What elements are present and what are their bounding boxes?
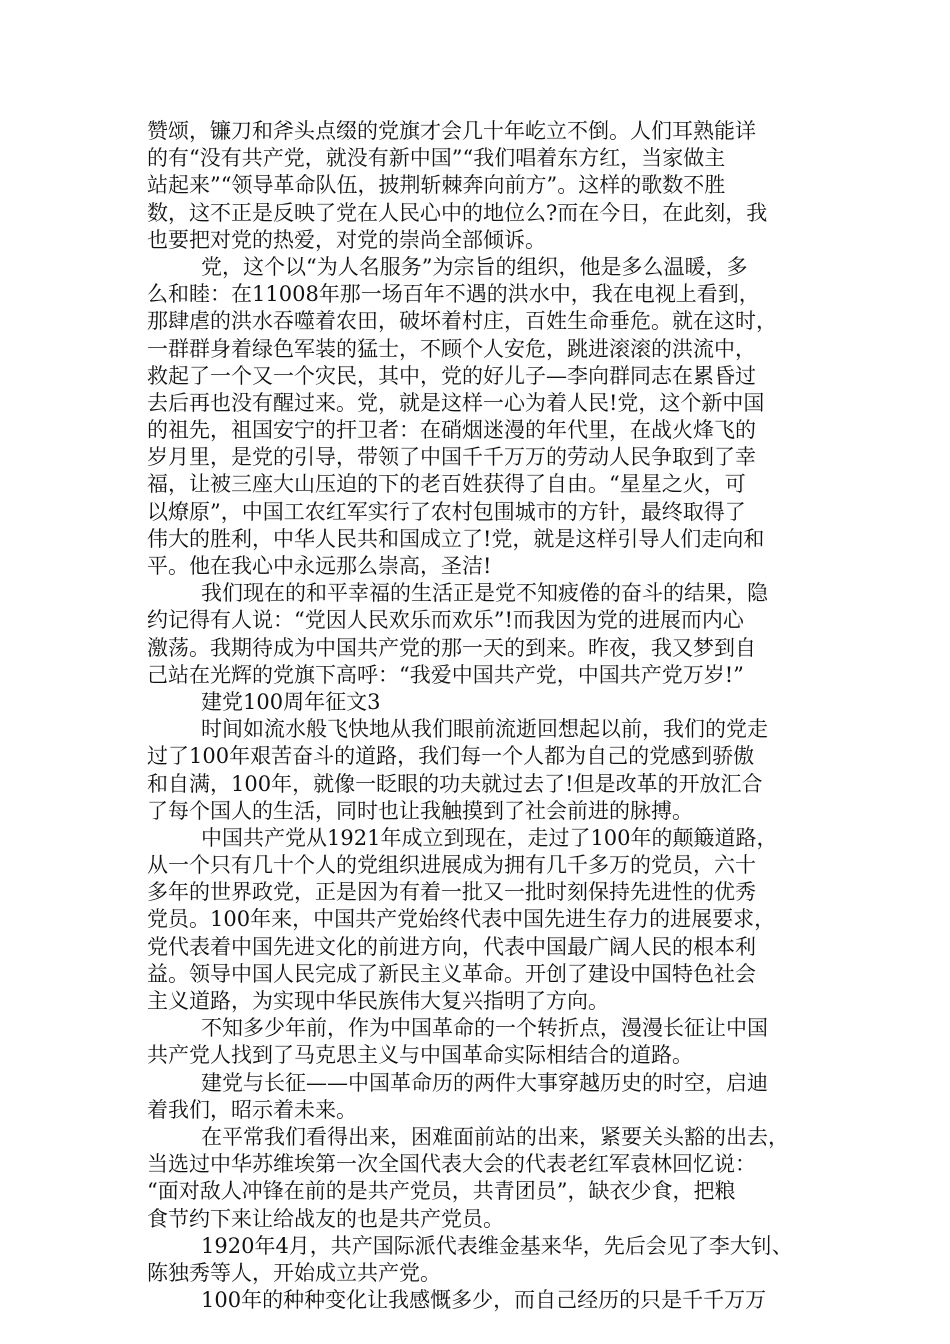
paragraph <box>147 1124 807 1233</box>
text-line: 建党与长征——中国革命历的两件大事穿越历史的时空，启迪 <box>201 1070 768 1095</box>
text-line: 当选过中华苏维埃第一次全国代表大会的代表老红军袁林回忆说： <box>147 1152 756 1177</box>
text-line: 赞颂，镰刀和斧头点缀的党旗才会几十年屹立不倒。人们耳熟能详 <box>147 119 756 143</box>
text-line: 共产党人找到了马克思主义与中国革命实际相结合的道路。 <box>147 1043 693 1068</box>
text-line: 100年的种种变化让我感慨多少，而自己经历的只是千千万万 <box>201 1288 767 1313</box>
text-line: 数，这不正是反映了党在人民心中的地位么?而在今日，在此刻，我 <box>147 200 768 225</box>
text-line: 平。他在我心中永远那么崇高，圣洁! <box>147 554 492 578</box>
text-line: 的有“没有共产党，就没有新中国”“我们唱着东方红，当家做主 <box>147 146 726 171</box>
text-line: 的祖先，祖国安宁的扞卫者：在硝烟迷漫的年代里，在战火烽飞的 <box>147 418 756 443</box>
text-line: 党员。100年来，中国共产党始终代表中国先进生存力的进展要求， <box>147 907 776 932</box>
text-line: 站起来”“领导革命队伍，披荆斩棘奔向前方”。这样的歌数不胜 <box>147 173 726 198</box>
paragraph <box>147 1070 807 1124</box>
paragraph <box>147 689 807 716</box>
paragraph <box>147 716 807 825</box>
text-line: 从一个只有几十个人的党组织进展成为拥有几千多万的党员，六十 <box>147 853 756 878</box>
text-line: 时间如流水般飞快地从我们眼前流逝回想起以前，我们的党走 <box>201 717 768 742</box>
text-line: 着我们，昭示着未来。 <box>147 1097 357 1122</box>
text-line: 党，这个以“为人名服务”为宗旨的组织，他是多么温暖，多 <box>201 254 748 279</box>
paragraph <box>147 254 807 580</box>
text-line: 以燎原”，中国工农红军实行了农村包围城市的方针，最终取得了 <box>147 499 746 524</box>
paragraph <box>147 825 807 1015</box>
text-line: 主义道路，为实现中华民族伟大复兴指明了方向。 <box>147 989 609 1013</box>
text-line: 不知多少年前，作为中国革命的一个转折点，漫漫长征让中国 <box>201 1016 768 1041</box>
text-line: 约记得有人说：“党因人民欢乐而欢乐”!而我因为党的进展而内心 <box>147 608 744 633</box>
text-line: 激荡。我期待成为中国共产党的那一天的到来。昨夜，我又梦到自 <box>147 635 756 660</box>
paragraph <box>147 118 807 254</box>
text-line: 一群群身着绿色军装的猛士，不顾个人安危，跳进滚滚的洪流中， <box>147 336 756 361</box>
paragraph <box>147 1015 807 1069</box>
text-line: 了每个国人的生活，同时也让我触摸到了社会前进的脉搏。 <box>147 798 693 823</box>
text-line: 也要把对党的热爱，对党的崇尚全部倾诉。 <box>147 227 546 252</box>
text-line: 党代表着中国先进文化的前进方向，代表中国最广阔人民的根本利 <box>147 934 756 959</box>
text-line: 陈独秀等人，开始成立共产党。 <box>147 1260 441 1285</box>
paragraph <box>147 580 807 689</box>
text-line: 中国共产党从1921年成立到现在，走过了100年的颠簸道路， <box>201 825 778 850</box>
text-line: 1920年4月，共产国际派代表维金基来华，先后会见了李大钊、 <box>201 1233 793 1258</box>
text-line: 岁月里，是党的引导，带领了中国千千万万的劳动人民争取到了幸 <box>147 445 756 470</box>
text-line: 益。领导中国人民完成了新民主义革命。开创了建设中国特色社会 <box>147 961 756 986</box>
text-line: 福，让被三座大山压迫的下的老百姓获得了自由。“星星之火，可 <box>147 472 746 497</box>
text-line: 在平常我们看得出来，困难面前站的出来，紧要关头豁的出去， <box>201 1124 789 1149</box>
paragraph <box>147 1233 807 1287</box>
text-line: 过了100年艰苦奋斗的道路，我们每一个人都为自己的党感到骄傲 <box>147 744 755 769</box>
text-line: “面对敌人冲锋在前的是共产党员，共青团员”，缺衣少食，把粮 <box>147 1179 736 1204</box>
paragraph <box>147 1287 807 1314</box>
text-line: 我们现在的和平幸福的生活正是党不知疲倦的奋斗的结果，隐 <box>201 581 768 606</box>
text-line: 那肆虐的洪水吞噬着农田，破坏着村庄，百姓生命垂危。就在这时， <box>147 309 777 334</box>
text-line: 食节约下来让给战友的也是共产党员。 <box>147 1206 504 1231</box>
text-line: 伟大的胜利，中华人民共和国成立了!党，就是这样引导人们走向和 <box>147 526 765 551</box>
text-line: 己站在光辉的党旗下高呼：“我爱中国共产党，中国共产党万岁!” <box>147 662 744 687</box>
text-line: 和自满，100年，就像一眨眼的功夫就过去了!但是改革的开放汇合 <box>147 771 763 796</box>
text-line: 建党100周年征文3 <box>201 689 381 714</box>
text-line: 救起了一个又一个灾民，其中，党的好儿子—李向群同志在累昏过 <box>147 363 756 388</box>
text-line: 么和睦：在11008年那一场百年不遇的洪水中，我在电视上看到， <box>147 282 760 307</box>
text-line: 多年的世界政党，正是因为有着一批又一批时刻保持先进性的优秀 <box>147 880 756 905</box>
text-line: 去后再也没有醒过来。党，就是这样一心为着人民!党，这个新中国 <box>147 390 765 415</box>
document-body <box>147 118 807 1314</box>
